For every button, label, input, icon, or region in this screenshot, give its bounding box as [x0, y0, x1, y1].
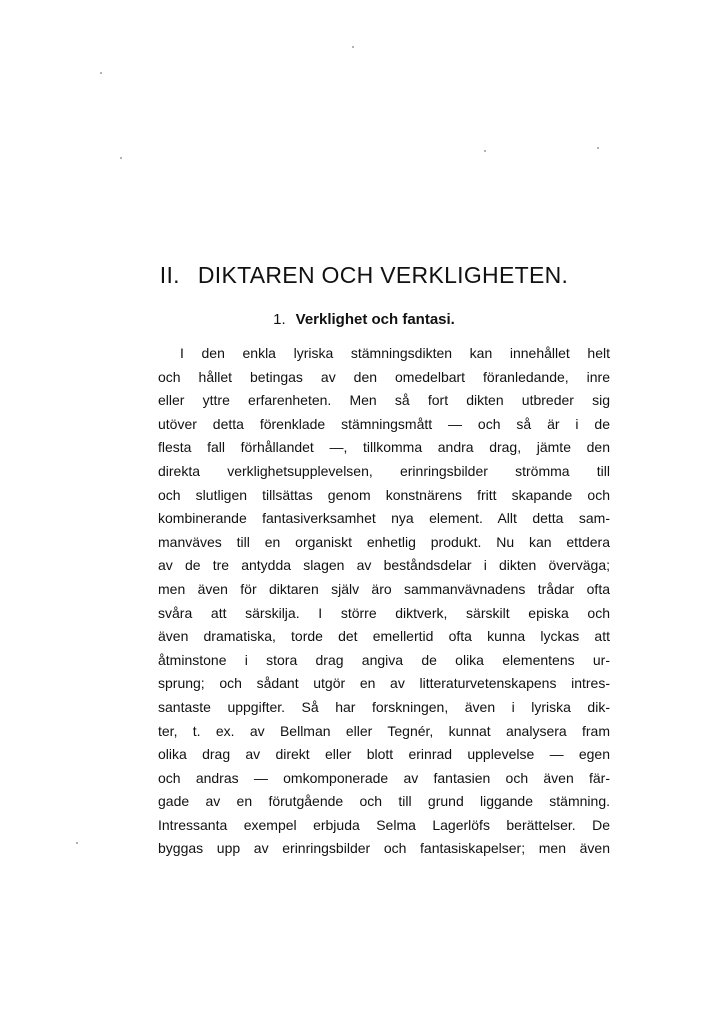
text-line: eller yttre erfarenheten. Men så fort dikten utbreder sig [158, 392, 610, 409]
text-line: santaste uppgifter. Så har forskningen, även i lyriska dik- [158, 698, 610, 715]
text-line: manväves till en organiskt enhetlig produkt. Nu kan ettdera [158, 533, 610, 550]
text-line: gade av en förutgående och till grund liggande stämning. [158, 793, 610, 810]
text-line: svåra att särskilja. I större diktverk, särskilt episka och [158, 604, 610, 621]
section-number: 1. [273, 311, 286, 328]
text-line: åtminstone i stora drag angiva de olika elementens ur- [158, 651, 610, 668]
paper-speck [120, 157, 122, 159]
paper-speck [597, 147, 599, 149]
text-line: men även för diktaren själv äro sammanvävnadens trådar ofta [158, 580, 610, 597]
text-line: och slutligen tillsättas genom konstnärens fritt skapande och [158, 486, 610, 503]
text-line: flesta fall förhållandet —, tillkomma andra drag, jämte den [158, 439, 610, 456]
text-line: olika drag av direkt eller blott erinrad upplevelse — egen [158, 746, 610, 763]
text-line: I den enkla lyriska stämningsdikten kan innehållet helt [180, 345, 610, 361]
text-line: sprung; och sådant utgör en av litteraturvetenskapens intres- [158, 675, 610, 692]
text-line: byggas upp av erinringsbilder och fantasiskapelser; men även [158, 840, 610, 857]
text-line: ter, t. ex. av Bellman eller Tegnér, kunnat analysera fram [158, 722, 610, 739]
paper-speck [76, 842, 78, 844]
chapter-number: II. [159, 262, 180, 288]
paper-speck [100, 72, 102, 74]
text-line: av de tre antydda slagen av beståndsdelar i dikten överväga; [158, 557, 610, 574]
text-line: kombinerande fantasiverksamhet nya element. Allt detta sam- [158, 510, 610, 527]
paper-speck [352, 46, 354, 48]
chapter-title: DIKTAREN OCH VERKLIGHETEN. [197, 262, 569, 288]
text-line: och andras — omkomponerade av fantasien och även fär- [158, 769, 610, 786]
text-line: och hållet betingas av den omedelbart föranledande, inre [158, 368, 610, 385]
paper-speck [484, 150, 486, 152]
text-line: direkta verklighetsupplevelsen, erinringsbilder strömma till [158, 462, 610, 479]
section-heading [0, 311, 728, 328]
text-line: Intressanta exempel erbjuda Selma Lagerlöfs berättelser. De [158, 816, 610, 833]
section-title: Verklighet och fantasi. [295, 311, 455, 328]
chapter-heading [0, 262, 728, 289]
text-line: även dramatiska, torde det emellertid ofta kunna lyckas att [158, 628, 610, 645]
text-line: utöver detta förenklade stämningsmått — och så är i de [158, 415, 610, 432]
body-paragraph [158, 342, 610, 861]
